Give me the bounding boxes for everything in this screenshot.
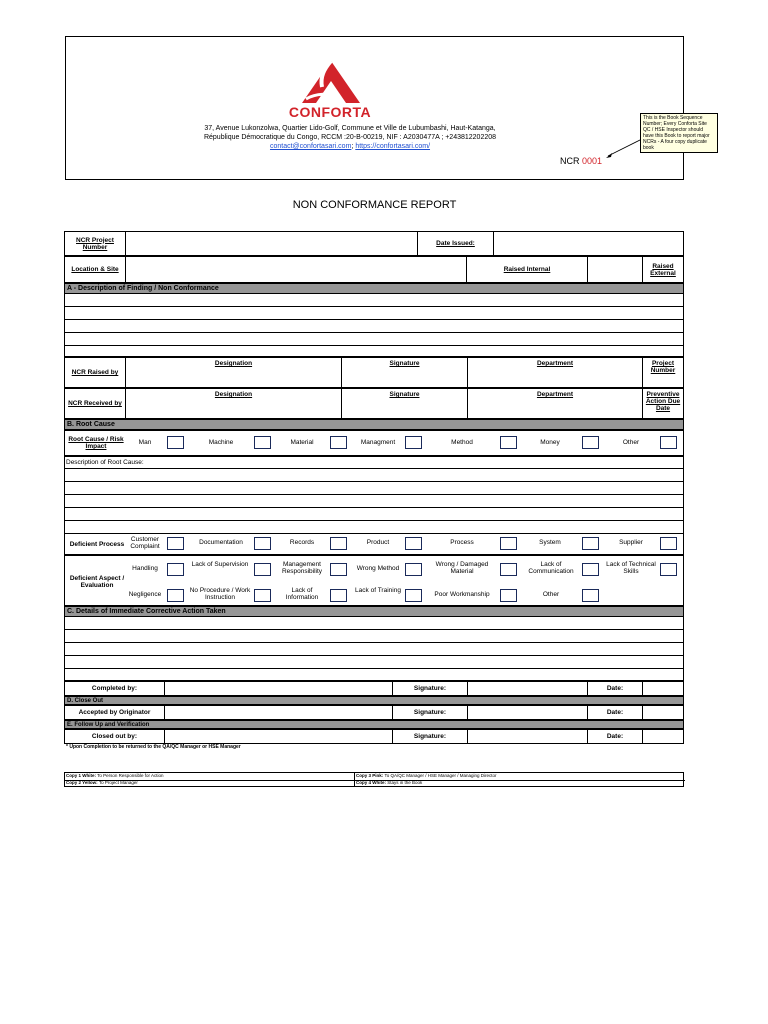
deficient-aspect-option-label: Management Responsibility [281, 561, 323, 575]
closed-signature-label: Signature: [392, 729, 468, 744]
aspect-wrong-method-checkbox[interactable] [405, 563, 422, 576]
deficient-process-option-label: Product [366, 539, 390, 546]
aspect-lack-technical-skills-checkbox[interactable] [660, 563, 677, 576]
date-issued-field[interactable] [493, 231, 684, 256]
raised-internal-label: Raised Internal [466, 256, 588, 283]
received-signature[interactable]: Signature [341, 388, 468, 419]
sequence-note: This is the Book Sequence Number; Every Conforta Site QC / HSE Inspector should have this Book to report major NCRs - A four copy duplicate book [640, 113, 718, 153]
completed-by-label: Completed by: [64, 681, 165, 696]
root-cause-label: Root Cause / Risk Impact [68, 436, 124, 450]
deficient-aspect-option-label: Lack of Supervision [191, 561, 249, 568]
aspect-lack-supervision-checkbox[interactable] [254, 563, 271, 576]
root-cause-option-label: Method [451, 439, 473, 446]
raised-signature[interactable]: Signature [341, 357, 468, 388]
root-cause-option-label: Money [540, 439, 560, 446]
accepted-signature-label: Signature: [392, 705, 468, 720]
closed-date-label: Date: [587, 729, 643, 744]
raised-department[interactable]: Department [467, 357, 643, 388]
root-cause-option-label: Machine [208, 439, 234, 446]
deficient-aspect-option-label: Lack of Training [355, 587, 401, 594]
raised-by-label: NCR Raised by [64, 357, 126, 388]
section-d-header: D. Close Out [64, 696, 684, 705]
deficient-process-option-label: Records [289, 539, 315, 546]
root-cause-money-checkbox[interactable] [582, 436, 599, 449]
aspect-lack-communication-checkbox[interactable] [582, 563, 599, 576]
copy-2: Copy 2 Yellow: To Project Manager [66, 780, 138, 785]
root-cause-machine-checkbox[interactable] [254, 436, 271, 449]
closed-by-label: Closed out by: [64, 729, 165, 744]
deficient-process-option-label: Customer Complaint [130, 536, 160, 550]
email-link[interactable]: contact@confortasari.com [269, 143, 352, 150]
root-cause-option-label: Managment [360, 439, 396, 446]
closed-date-field[interactable] [642, 729, 684, 744]
accepted-signature-field[interactable] [467, 705, 588, 720]
page-title: NON CONFORMANCE REPORT [292, 199, 457, 211]
closed-by-field[interactable] [164, 729, 393, 744]
deficient-aspect-option-label: Lack of Information [285, 587, 319, 601]
deficient-process-label: Deficient Process [69, 541, 125, 548]
deficient-aspect-option-label: Other [542, 591, 560, 598]
deficient-documentation-checkbox[interactable] [254, 537, 271, 550]
raised-designation[interactable]: Designation [125, 357, 342, 388]
aspect-management-responsibility-checkbox[interactable] [330, 563, 347, 576]
raised-project-number[interactable]: Project Number [642, 357, 684, 388]
root-line-1[interactable] [64, 469, 684, 482]
project-number-field[interactable] [125, 231, 418, 256]
deficient-aspect-option-label: Wrong Method [356, 565, 400, 572]
deficient-records-checkbox[interactable] [330, 537, 347, 550]
finding-line-3[interactable] [64, 320, 684, 333]
deficient-aspect-option-label: Poor Workmanship [434, 591, 490, 598]
accepted-by-label: Accepted by Originator [64, 705, 165, 720]
deficient-process-option-label: Process [450, 539, 474, 546]
action-line-4[interactable] [64, 656, 684, 669]
aspect-lack-training-checkbox[interactable] [405, 589, 422, 602]
footnote: * Upon Completion to be returned to the QA/QC Manager or HSE Manager [66, 744, 241, 750]
raised-external-label: Raised External [642, 256, 684, 283]
aspect-no-procedure-checkbox[interactable] [254, 589, 271, 602]
section-c-header: C. Details of Immediate Corrective Action Taken [64, 606, 684, 617]
location-label: Location & Site [64, 256, 126, 283]
aspect-lack-information-checkbox[interactable] [330, 589, 347, 602]
copy-4: Copy 4 White: Stays in the Book [356, 780, 423, 785]
deficient-aspect-option-label: Wrong / Damaged Material [435, 561, 489, 575]
location-field[interactable] [125, 256, 467, 283]
project-number-label: NCR Project Number [64, 231, 126, 256]
finding-line-1[interactable] [64, 294, 684, 307]
address-line-2: République Démocratique du Congo, RCCM :20-B-00219, NIF : A2030477A ; +243812202208 [203, 134, 497, 141]
note-arrow-icon [604, 138, 644, 160]
accepted-date-field[interactable] [642, 705, 684, 720]
ncr-number-value: 0001 [582, 156, 603, 166]
root-cause-option-label: Other [622, 439, 640, 446]
conforta-logo-icon [300, 59, 362, 105]
description-root-cause-row [64, 456, 684, 469]
copy-1: Copy 1 White: To Person Responsible for Action [66, 773, 164, 778]
section-a-header: A - Description of Finding / Non Conformance [64, 283, 684, 294]
deficient-supplier-checkbox[interactable] [660, 537, 677, 550]
completed-signature-field[interactable] [467, 681, 588, 696]
finding-line-5[interactable] [64, 346, 684, 357]
received-designation[interactable]: Designation [125, 388, 342, 419]
root-cause-option-label: Material [290, 439, 314, 446]
deficient-product-checkbox[interactable] [405, 537, 422, 550]
finding-line-2[interactable] [64, 307, 684, 320]
deficient-process-option-label: Documentation [199, 539, 243, 546]
root-line-4[interactable] [64, 508, 684, 521]
action-line-2[interactable] [64, 630, 684, 643]
report-form [64, 231, 684, 744]
root-cause-man-checkbox[interactable] [167, 436, 184, 449]
aspect-wrong-material-checkbox[interactable] [500, 563, 517, 576]
completed-date-field[interactable] [642, 681, 684, 696]
copies-legend [64, 772, 684, 787]
received-department[interactable]: Department [467, 388, 643, 419]
deficient-aspect-label: Deficient Aspect / Evaluation [69, 575, 125, 589]
completed-by-field[interactable] [164, 681, 393, 696]
raised-internal-field[interactable] [587, 256, 643, 283]
root-cause-option-label: Man [138, 439, 152, 446]
date-issued-label: Date Issued: [417, 231, 494, 256]
accepted-by-field[interactable] [164, 705, 393, 720]
deficient-aspect-option-label: Handling [132, 565, 158, 572]
closed-signature-field[interactable] [467, 729, 588, 744]
deficient-aspect-option-label: Negligence [128, 591, 162, 598]
action-line-5[interactable] [64, 669, 684, 681]
aspect-poor-workmanship-checkbox[interactable] [500, 589, 517, 602]
root-cause-other-checkbox[interactable] [660, 436, 677, 449]
preventive-action-date[interactable]: Preventive Action Due Date [642, 388, 684, 419]
root-line-3[interactable] [64, 495, 684, 508]
section-b-header: B. Root Cause [64, 419, 684, 430]
deficient-process-checkbox[interactable] [500, 537, 517, 550]
copy-3: Copy 3 Pink: To QA/QC Manager / HSE Manager / Managing Director [356, 773, 497, 778]
aspect-other-checkbox[interactable] [582, 589, 599, 602]
root-cause-managment-checkbox[interactable] [405, 436, 422, 449]
finding-line-4[interactable] [64, 333, 684, 346]
root-cause-method-checkbox[interactable] [500, 436, 517, 449]
root-cause-material-checkbox[interactable] [330, 436, 347, 449]
address-line-1: 37, Avenue Lukonzolwa, Quartier Lido-Golf, Commune et Ville de Lubumbashi, Haut-Katanga, [204, 125, 496, 132]
deficient-system-checkbox[interactable] [582, 537, 599, 550]
action-line-1[interactable] [64, 617, 684, 630]
ncr-prefix: NCR [560, 156, 580, 166]
company-name: CONFORTA [288, 104, 372, 120]
deficient-aspect-option-label: Lack of Communication [528, 561, 574, 575]
ncr-number [560, 156, 602, 166]
deficient-aspect-option-label: Lack of Technical Skills [606, 561, 656, 575]
received-by-label: NCR Received by [64, 388, 126, 419]
completed-date-label: Date: [587, 681, 643, 696]
website-link[interactable]: https://confortasari.com/ [355, 143, 431, 150]
deficient-process-option-label: Supplier [619, 539, 643, 546]
section-e-header: E. Follow Up and Verification [64, 720, 684, 729]
root-line-2[interactable] [64, 482, 684, 495]
aspect-negligence-checkbox[interactable] [167, 589, 184, 602]
deficient-aspect-option-label: No Procedure / Work Instruction [189, 587, 251, 601]
contact-line [140, 142, 560, 151]
completed-signature-label: Signature: [392, 681, 468, 696]
accepted-date-label: Date: [587, 705, 643, 720]
deficient-process-option-label: System [539, 539, 561, 546]
action-line-3[interactable] [64, 643, 684, 656]
aspect-handling-checkbox[interactable] [167, 563, 184, 576]
description-root-cause-label: Description of Root Cause: [66, 459, 144, 466]
deficient-customer-complaint-checkbox[interactable] [167, 537, 184, 550]
contact-separator: ; [351, 143, 354, 150]
